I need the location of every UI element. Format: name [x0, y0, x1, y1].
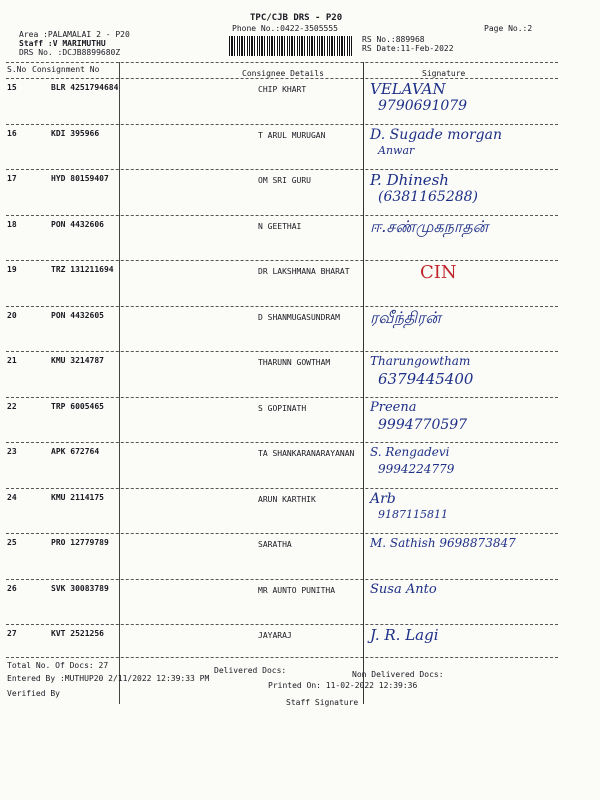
- row-divider: [6, 351, 558, 352]
- row-signature: S. Rengadevi: [370, 445, 450, 459]
- row-divider: [6, 488, 558, 489]
- row-consignee: MR AUNTO PUNITHA: [258, 586, 336, 595]
- row-sno: 17: [7, 174, 17, 183]
- row-signature: P. Dhinesh: [370, 171, 449, 189]
- printed-on: Printed On: 11-02-2022 12:39:36: [268, 681, 418, 690]
- verified-by: Verified By: [7, 689, 60, 698]
- row-signature-phone: 9187115811: [378, 508, 448, 521]
- row-divider: [6, 579, 558, 580]
- row-sno: 24: [7, 493, 17, 502]
- row-signature: ஈ.சண்முகநாதன்: [370, 217, 489, 236]
- row-sno: 22: [7, 402, 17, 411]
- row-consignment-no: PON 4432605: [51, 311, 104, 320]
- delivered-docs: Delivered Docs:: [214, 666, 287, 675]
- row-signature: ரவீந்திரன்: [370, 308, 441, 327]
- row-consignee: ARUN KARTHIK: [258, 495, 316, 504]
- page-number: Page No.:2: [484, 24, 533, 33]
- row-signature-phone: (6381165288): [378, 189, 478, 205]
- row-consignment-no: KMU 3214787: [51, 356, 104, 365]
- rs-date: RS Date:11-Feb-2022: [362, 44, 454, 53]
- row-consignment-no: SVK 30083789: [51, 584, 109, 593]
- row-signature: CIN: [420, 262, 457, 283]
- barcode: [229, 36, 352, 56]
- row-sno: 26: [7, 584, 17, 593]
- row-sno: 23: [7, 447, 17, 456]
- row-sno: 15: [7, 83, 17, 92]
- row-consignee: SARATHA: [258, 540, 292, 549]
- entered-by: Entered By :MUTHUP20 2/11/2022 12:39:33 PM: [7, 674, 210, 683]
- row-divider: [6, 533, 558, 534]
- column-consignee: Consignee Details: [242, 69, 324, 78]
- column-header-rule: [6, 78, 558, 79]
- column-signature: Signature: [422, 69, 466, 78]
- row-consignment-no: BLR 4251794684: [51, 83, 119, 92]
- row-signature-phone: Anwar: [378, 144, 415, 157]
- total-docs: Total No. Of Docs: 27: [7, 661, 109, 670]
- row-signature: VELAVAN: [370, 80, 446, 98]
- footer-rule: [6, 657, 558, 658]
- column-consignment: Consignment No: [32, 65, 100, 74]
- row-signature-phone: 6379445400: [378, 370, 474, 388]
- row-consignee: TA SHANKARANARAYANAN: [258, 449, 355, 458]
- row-signature: M. Sathish 9698873847: [370, 536, 516, 550]
- column-sno: S.No: [7, 65, 27, 74]
- row-divider: [6, 306, 558, 307]
- row-consignee: JAYARAJ: [258, 631, 292, 640]
- row-divider: [6, 169, 558, 170]
- row-divider: [6, 624, 558, 625]
- row-sno: 27: [7, 629, 17, 638]
- row-signature: Susa Anto: [370, 582, 437, 597]
- row-consignee: D SHANMUGASUNDRAM: [258, 313, 340, 322]
- row-consignment-no: HYD 80159407: [51, 174, 109, 183]
- row-signature: Tharungowtham: [370, 354, 471, 368]
- row-divider: [6, 124, 558, 125]
- drs-number: DRS No. :DCJB8899680Z: [19, 48, 121, 57]
- row-sno: 20: [7, 311, 17, 320]
- row-divider: [6, 260, 558, 261]
- row-sno: 21: [7, 356, 17, 365]
- row-consignment-no: TRP 6005465: [51, 402, 104, 411]
- row-consignee: S GOPINATH: [258, 404, 307, 413]
- staff-signature: Staff Signature: [286, 698, 359, 707]
- row-divider: [6, 397, 558, 398]
- staff-label: Staff :V MARIMUTHU: [19, 39, 106, 48]
- row-signature-phone: 9994224779: [378, 462, 455, 476]
- row-consignment-no: KVT 2521256: [51, 629, 104, 638]
- row-consignee: T ARUL MURUGAN: [258, 131, 326, 140]
- row-consignee: DR LAKSHMANA BHARAT: [258, 267, 350, 276]
- row-consignment-no: APK 672764: [51, 447, 100, 456]
- row-signature-phone: 9994770597: [378, 417, 468, 433]
- row-consignee: OM SRI GURU: [258, 176, 311, 185]
- row-consignment-no: PON 4432606: [51, 220, 104, 229]
- document-title: TPC/CJB DRS - P20: [250, 13, 343, 23]
- row-divider: [6, 442, 558, 443]
- row-signature: J. R. Lagi: [370, 626, 439, 644]
- row-sno: 19: [7, 265, 17, 274]
- row-consignee: CHIP KHART: [258, 85, 307, 94]
- column-divider-right: [363, 62, 364, 704]
- row-signature-phone: 9790691079: [378, 98, 468, 114]
- non-delivered-docs: Non Delivered Docs:: [352, 670, 444, 679]
- row-signature: Preena: [370, 400, 417, 415]
- rs-number: RS No.:889968: [362, 35, 425, 44]
- row-consignment-no: KDI 395966: [51, 129, 100, 138]
- row-sno: 25: [7, 538, 17, 547]
- row-signature: Arb: [370, 491, 396, 507]
- row-signature: D. Sugade morgan: [370, 127, 502, 143]
- header-rule: [6, 62, 558, 63]
- row-divider: [6, 215, 558, 216]
- row-sno: 16: [7, 129, 17, 138]
- row-consignment-no: KMU 2114175: [51, 493, 104, 502]
- row-sno: 18: [7, 220, 17, 229]
- area-label: Area :PALAMALAI 2 - P20: [19, 30, 130, 39]
- row-consignment-no: PRO 12779789: [51, 538, 109, 547]
- row-consignee: N GEETHAI: [258, 222, 302, 231]
- row-consignee: THARUNN GOWTHAM: [258, 358, 331, 367]
- phone-number: Phone No.:0422-3505555: [232, 24, 338, 33]
- row-consignment-no: TRZ 131211694: [51, 265, 114, 274]
- column-divider-left: [119, 62, 120, 704]
